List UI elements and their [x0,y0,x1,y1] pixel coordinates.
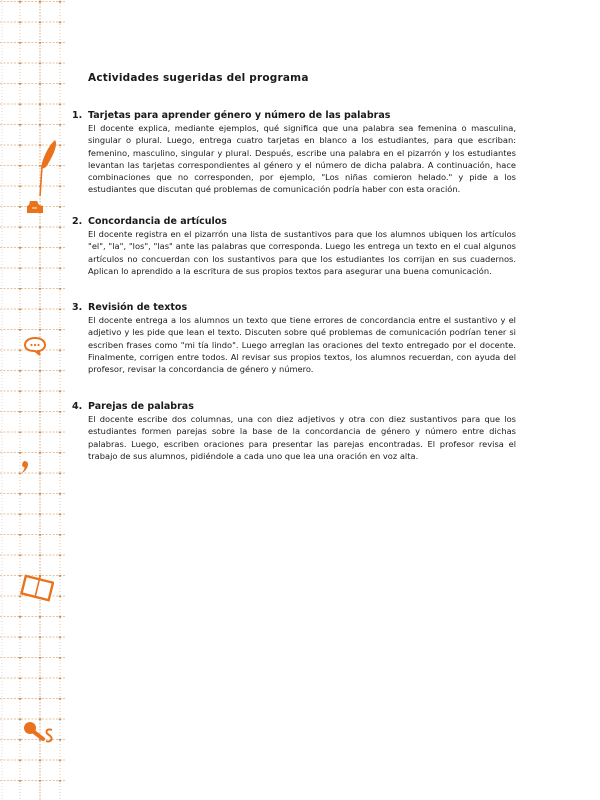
activity-item [72,216,516,277]
activity-number: 1. [72,110,83,121]
activity-title: Revisión de textos [88,302,188,313]
activity-body: El docente entrega a los alumnos un texto que tiene errores de concordancia entre el sustantivo y el adjetivo y les pide que lean el texto. Discuten sobre qué problemas de comunicación podrían tener si escriben frases como "mi tía lindo". Luego arreglan las oraciones del texto entregado por el docente. Finalmente, corrigen entre todos. Al revisar sus propios textos, los alumnos recuerdan, con ayuda del profesor, revisar la concordancia de género y número. [88,315,516,375]
document-content [72,72,516,461]
page-title: Actividades sugeridas del programa [88,72,309,84]
activity-title: Parejas de palabras [88,401,194,412]
open-book-icon [20,574,54,604]
activity-number: 2. [72,216,83,227]
activity-title: Tarjetas para aprender género y número de las palabras [88,110,391,121]
activity-body: El docente explica, mediante ejemplos, qué significa que una palabra sea femenina o masculina, singular o plural. Luego, entrega cuatro tarjetas en blanco a los estudiantes, para que escriban: femenino, masculino, singular y plural. Después, escribe una palabra en el pizarrón y los estudiantes levantan las tarjetas correspondientes al género y el número de dicha palabra. A continuación, hace combinaciones que no corresponden, por ejemplo, "Los niñas comieron helado." y pide a los estudiantes que discutan qué problemas de comunicación podría haber con esta oración. [88,123,516,195]
activity-title: Concordancia de artículos [88,216,227,227]
inkwell-icon [26,200,44,214]
comma-icon [21,460,31,474]
decorative-grid-sidebar [0,0,66,800]
activity-item [72,401,516,462]
activity-number: 4. [72,401,83,412]
activity-body: El docente escribe dos columnas, una con diez adjetivos y otra con diez sustantivos para que los estudiantes formen parejas sobre la base de la concordancia de género y número entre dichas palabras. Luego, escriben oraciones para presentar las parejas encontradas. El profesor revisa el trabajo de sus alumnos, pidiéndole a cada uno que lea una oración en voz alta. [88,414,516,461]
speech-bubble-icon [23,336,47,356]
activity-item [72,302,516,375]
microphone-icon [22,720,56,748]
activity-item [72,110,516,196]
grid-pattern [0,0,66,800]
quill-icon [36,138,58,200]
activity-body: El docente registra en el pizarrón una lista de sustantivos para que los alumnos ubiquen los artículos "el", "la", "los", "las" ante las palabras que corresponda. Luego les entrega un texto en el cual algunos artículos no concuerdan con los sustantivos para que los estudiantes los corrijan en sus cuadernos. Aplican lo aprendido a la escritura de sus propios textos para asegurar una buena comunicación. [88,229,516,276]
activity-number: 3. [72,302,83,313]
